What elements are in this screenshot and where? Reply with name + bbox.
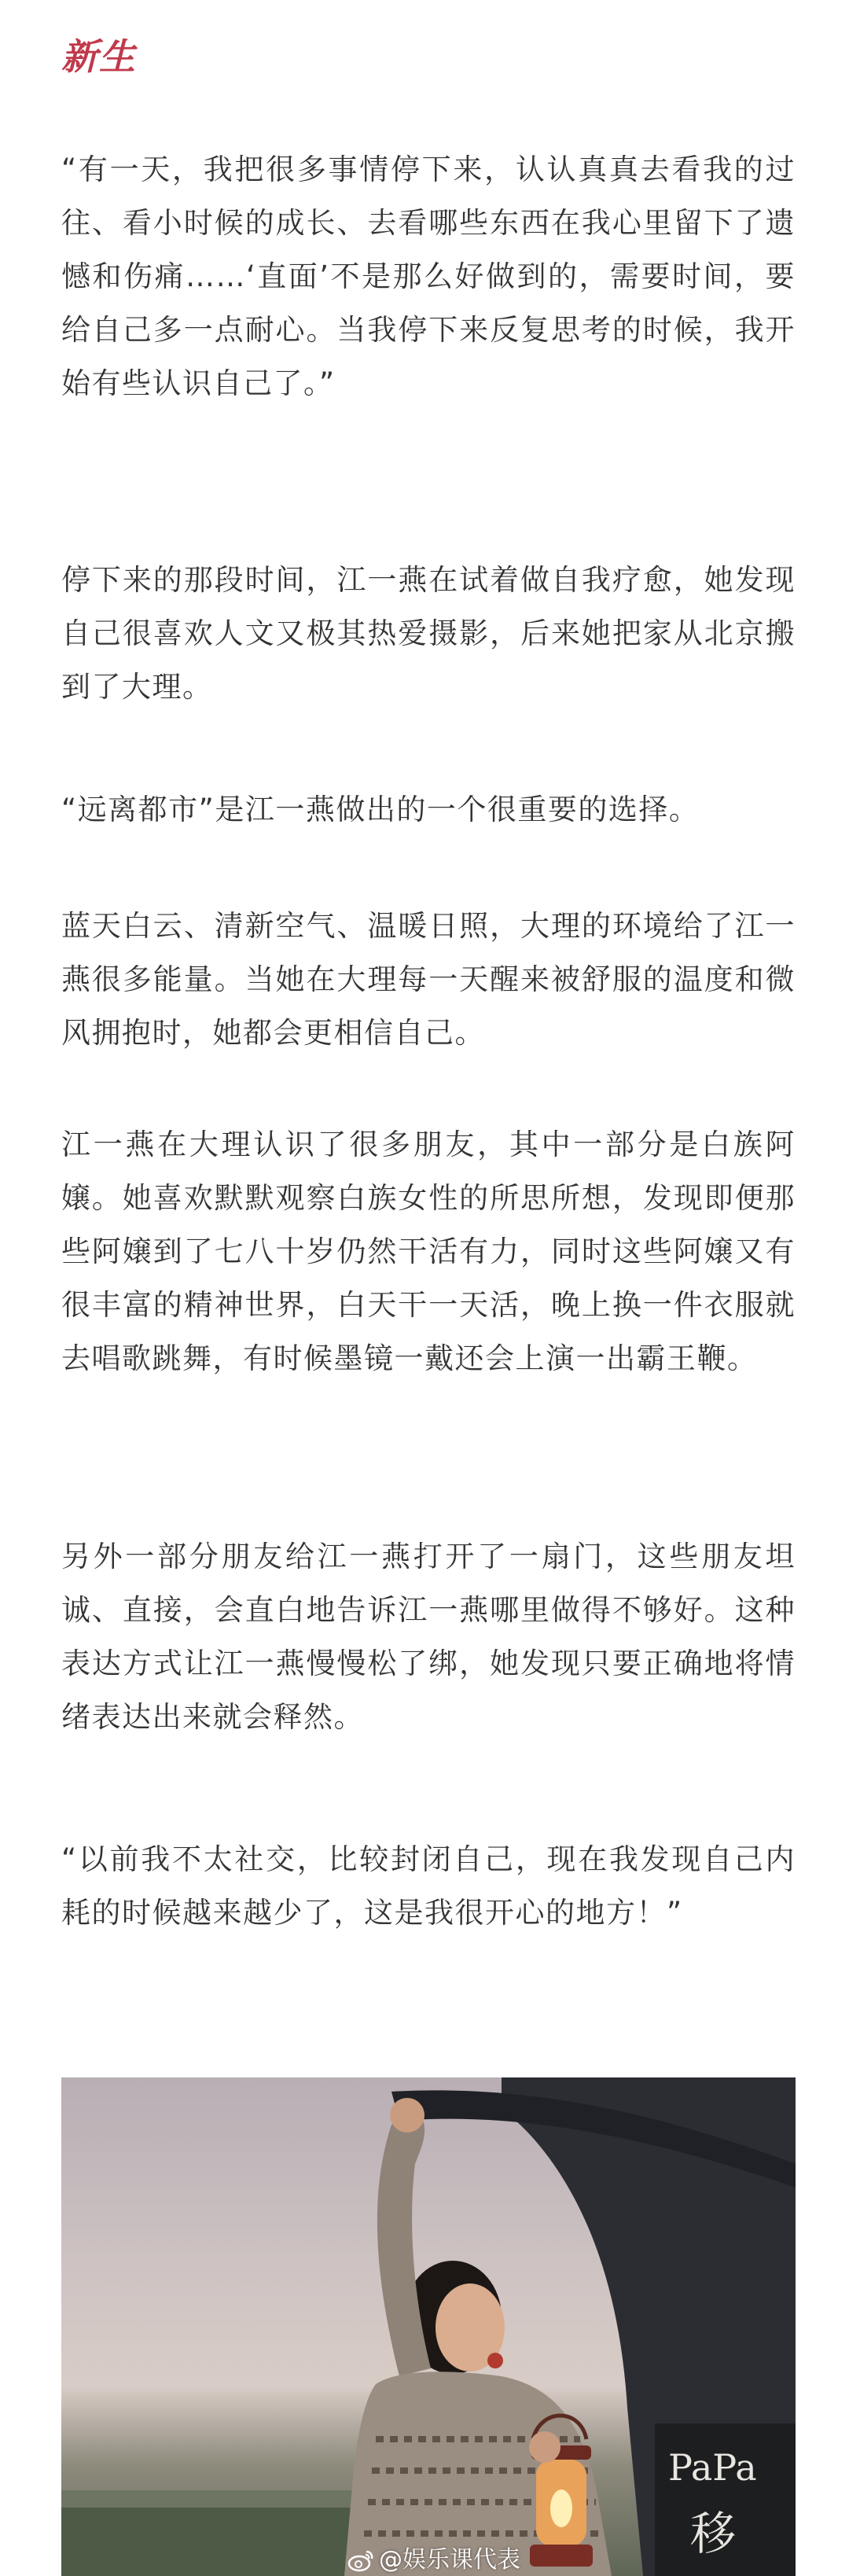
sign-text: PaPa xyxy=(668,2446,757,2489)
article-paragraph: 另外一部分朋友给江一燕打开了一扇门，这些朋友坦诚、直接，会直白地告诉江一燕哪里做得不够好。这种表达方式让江一燕慢慢松了绑，她发现只要正确地将情绪表达出来就会释然。 xyxy=(61,1540,796,1734)
earring xyxy=(487,2353,503,2368)
article-paragraph: 江一燕在大理认识了很多朋友，其中一部分是白族阿嬢。她喜欢默默观察白族女性的所思所想，发现即便那些阿嬢到了七八十岁仍然干活有力，同时这些阿嬢又有很丰富的精神世界，白天干一天活，晚上换一件衣服就去唱歌跳舞，有时候墨镜一戴还会上演一出霸王鞭。 xyxy=(61,1128,796,1375)
weibo-icon xyxy=(347,2547,374,2574)
watermark xyxy=(347,2545,520,2576)
woman-raised-arm xyxy=(377,2109,431,2376)
lantern-base xyxy=(530,2545,593,2567)
sign-text-2: 移 xyxy=(690,2507,737,2560)
article-paragraph: “以前我不太社交，比较封闭自己，现在我发现自己内耗的时候越来越少了，这是我很开心的地方！” xyxy=(61,1842,796,1930)
watermark-text: @娱乐课代表 xyxy=(379,2546,520,2574)
article-photo[interactable] xyxy=(61,2077,796,2576)
article-paragraph: 蓝天白云、清新空气、温暖日照，大理的环境给了江一燕很多能量。当她在大理每一天醒来被舒服的温度和微风拥抱时，她都会更相信自己。 xyxy=(61,909,796,1050)
article-paragraph: 停下来的那段时间，江一燕在试着做自我疗愈，她发现自己很喜欢人文又极其热爱摄影，后来她把家从北京搬到了大理。 xyxy=(61,563,796,704)
woman-hand xyxy=(390,2098,424,2133)
article-paragraph: “有一天，我把很多事情停下来，认认真真去看我的过往、看小时候的成长、去看哪些东西在我心里留下了遗憾和伤痛……‘直面’不是那么好做到的，需要时间，要给自己多一点耐心。当我停下来反复思考的时候，我开始有些认识自己了。” xyxy=(61,153,796,400)
woman-hand-lantern xyxy=(529,2431,560,2463)
photo-illustration xyxy=(61,2077,796,2576)
section-title: 新生 xyxy=(61,35,137,78)
lantern-flame xyxy=(550,2490,572,2527)
article-paragraph: “远离都市”是江一燕做出的一个很重要的选择。 xyxy=(61,793,700,826)
